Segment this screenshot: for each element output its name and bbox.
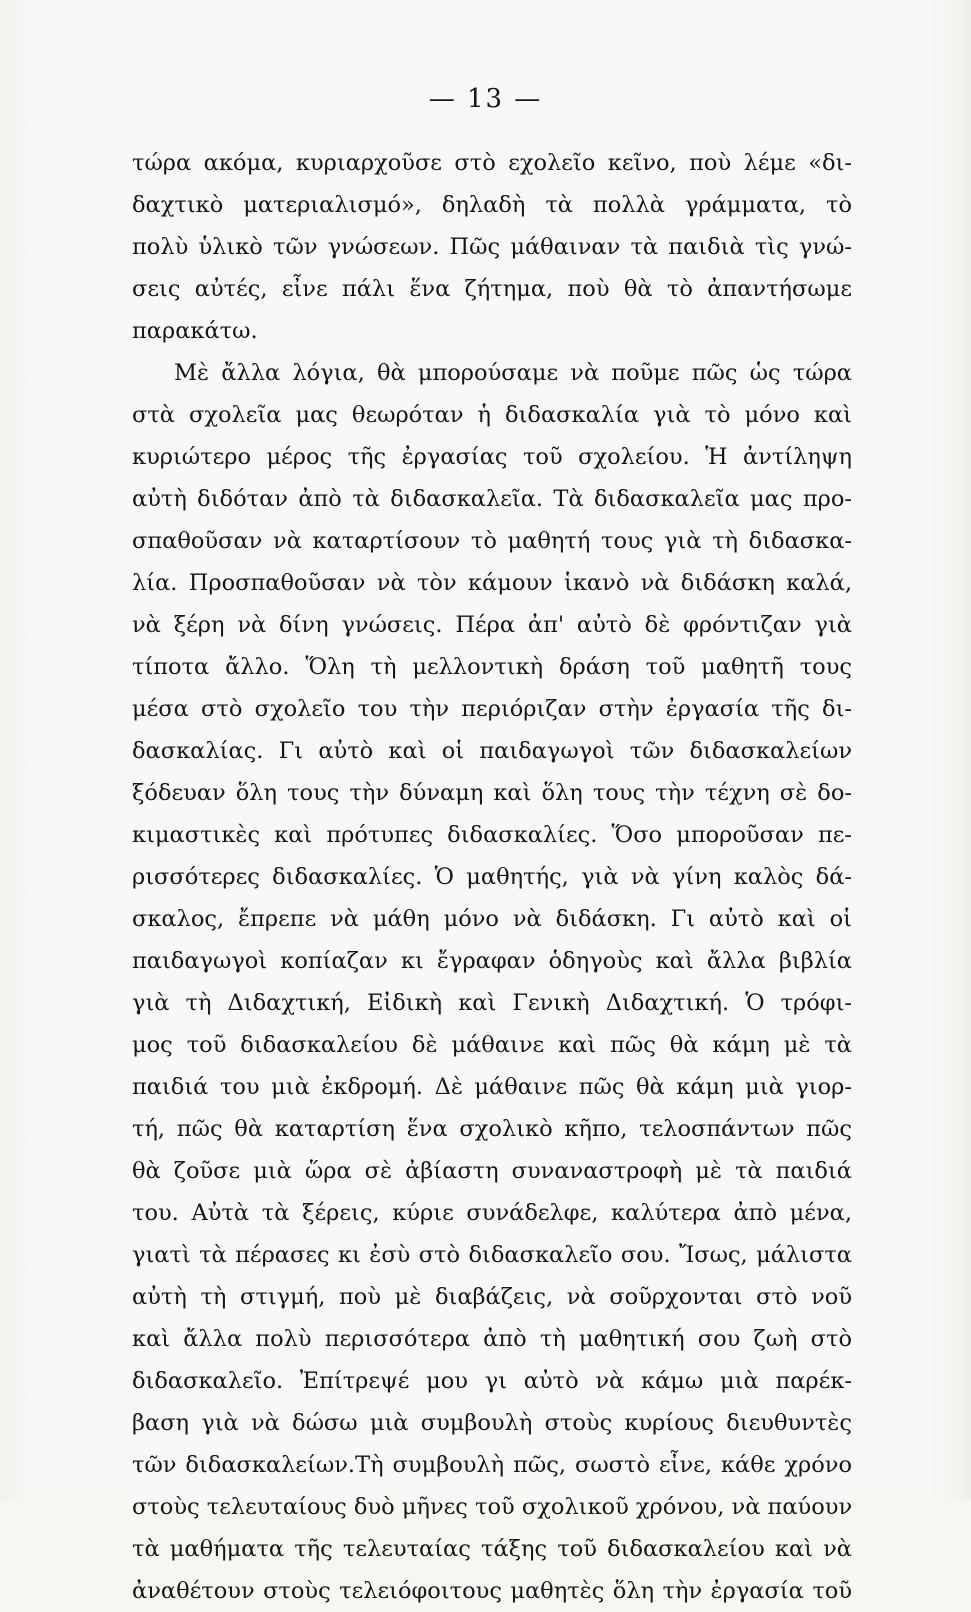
text-line: αὐτὴ τὴ στιγμή, ποὺ μὲ διαβάζεις, νὰ σοῦρχονται στὸ νοῦ [132,1284,852,1310]
text-line: στὰ σχολεῖα μας θεωρόταν ἡ διδασκαλία γιὰ τὸ μόνο καὶ [132,402,852,428]
text-line: παιδαγωγοὶ κοπίαζαν κι ἔγραφαν ὁδηγοὺς καὶ ἄλλα βιβλία [132,948,852,974]
text-line: τὰ μαθήματα τῆς τελευταίας τάξης τοῦ διδασκαλείου καὶ νὰ [132,1536,852,1562]
text-line: καὶ ἄλλα πολὺ περισσότερα ἀπὸ τὴ μαθητική σου ζωὴ στὸ [132,1326,852,1352]
text-line: σεις αὐτές, εἶνε πάλι ἕνα ζήτημα, ποὺ θὰ τὸ ἀπαντήσωμε [132,276,852,302]
text-line: βαση γιὰ νὰ δώσω μιὰ συμβουλὴ στοὺς κυρίους διευθυντὲς [132,1410,852,1436]
text-line: κιμαστικὲς καὶ πρότυπες διδασκαλίες. Ὅσο μποροῦσαν πε- [132,822,852,848]
text-line: λία. Προσπαθοῦσαν νὰ τὸν κάμουν ἱκανὸ νὰ διδάσκη καλά, [132,570,852,596]
text-line: σπαθοῦσαν νὰ καταρτίσουν τὸ μαθητή τους γιὰ τὴ διδασκα- [132,528,852,554]
text-line: ἀναθέτουν στοὺς τελειόφοιτους μαθητὲς ὅλη τὴν ἐργασία τοῦ [132,1578,852,1604]
text-line: ρισσότερες διδασκαλίες. Ὁ μαθητής, γιὰ νὰ γίνη καλὸς δά- [132,864,852,890]
text-line: διδασκαλεῖο. Ἐπίτρεψέ μου γι αὐτὸ νὰ κάμω μιὰ παρέκ- [132,1368,852,1394]
text-line: σκαλος, ἔπρεπε νὰ μάθη μόνο νὰ διδάσκη. Γι αὐτὸ καὶ οἱ [132,906,852,932]
page-number: — 13 — [428,84,543,114]
text-line: νὰ ξέρη νὰ δίνη γνώσεις. Πέρα ἀπ' αὐτὸ δὲ φρόντιζαν γιὰ [132,612,852,638]
text-line: πολὺ ὑλικὸ τῶν γνώσεων. Πῶς μάθαιναν τὰ παιδιὰ τὶς γνώ- [132,234,852,260]
text-line: κυριώτερο μέρος τῆς ἐργασίας τοῦ σχολείου. Ἡ ἀντίληψη [132,444,852,470]
text-line: Μὲ ἄλλα λόγια, θὰ μπορούσαμε νὰ ποῦμε πῶς ὡς τώρα [174,360,852,386]
text-line: τώρα ακόμα, κυριαρχοῦσε στὸ εχολεῖο κεῖνο, ποὺ λέμε «δι- [132,150,852,176]
text-line: παρακάτω. [132,318,258,344]
text-line: του. Αὐτὰ τὰ ξέρεις, κύριε συνάδελφε, καλύτερα ἀπὸ μένα, [132,1200,852,1226]
text-line: δαχτικὸ ματεριαλισμό», δηλαδὴ τὰ πολλὰ γράμματα, τὸ [132,192,852,218]
text-line: τή, πῶς θὰ καταρτίση ἕνα σχολικὸ κῆπο, τελοσπάντων πῶς [132,1116,852,1142]
text-line: τίποτα ἄλλο. Ὅλη τὴ μελλοντικὴ δράση τοῦ μαθητῆ τους [132,654,852,680]
text-line: στοὺς τελευταίους δυὸ μῆνες τοῦ σχολικοῦ χρόνου, νὰ παύουν [132,1494,852,1520]
text-line: παιδιά του μιὰ ἐκδρομή. Δὲ μάθαινε πῶς θὰ κάμη μιὰ γιορ- [132,1074,852,1100]
text-line: μος τοῦ διδασκαλείου δὲ μάθαινε καὶ πῶς θὰ κάμη μὲ τὰ [132,1032,852,1058]
text-line: δασκαλίας. Γι αὐτὸ καὶ οἱ παιδαγωγοὶ τῶν διδασκαλείων [132,738,852,764]
text-line: γιὰ τὴ Διδαχτική, Εἰδικὴ καὶ Γενικὴ Διδαχτική. Ὁ τρόφι- [132,990,852,1016]
text-line: θὰ ζοῦσε μιὰ ὥρα σὲ ἀβίαστη συναναστροφὴ μὲ τὰ παιδιά [132,1158,852,1184]
text-line: αὐτὴ διδόταν ἀπὸ τὰ διδασκαλεῖα. Τὰ διδασκαλεῖα μας προ- [132,486,852,512]
text-line: ξόδευαν ὅλη τους τὴν δύναμη καὶ ὅλη τους τὴν τέχνη σὲ δο- [132,780,852,806]
text-line: τῶν διδασκαλείων.Τὴ συμβουλὴ πῶς, σωστὸ εἶνε, κάθε χρόνο [132,1452,852,1478]
text-line: γιατὶ τὰ πέρασες κι ἐσὺ στὸ διδασκαλεῖο σου. Ἴσως, μάλιστα [132,1242,852,1268]
text-line: μέσα στὸ σχολεῖο του τὴν περιόριζαν στὴν ἐργασία τῆς δι- [132,696,852,722]
